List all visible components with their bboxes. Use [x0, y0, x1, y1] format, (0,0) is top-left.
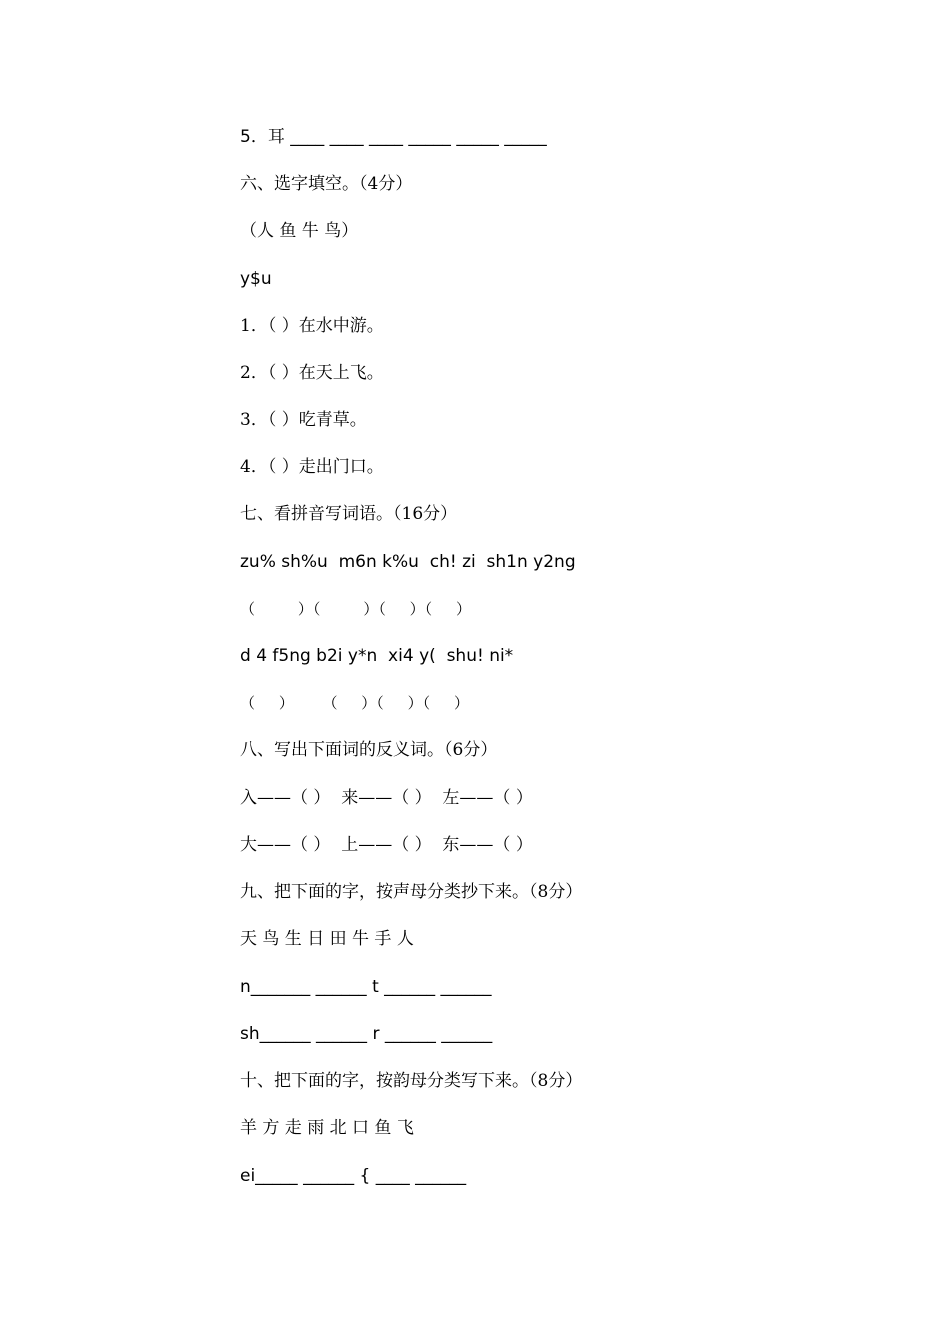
section-7-answer-row-2: （ ） （ ）（ ）（ ） — [240, 694, 469, 712]
section-10-characters: 羊 方 走 雨 北 口 鱼 飞 — [240, 1118, 414, 1138]
section-10-heading: 十、把下面的字，按韵母分类写下来。（8分） — [240, 1071, 583, 1091]
section-7-pinyin-row-1: zu% sh%u m6n k%u ch! zi sh1n y2ng — [240, 552, 576, 572]
section-7-answer-row-1: （ ）（ ）（ ）（ ） — [240, 600, 472, 618]
q5-ear-blanks: 5．耳 ____ ____ ____ _____ _____ _____ — [240, 127, 547, 147]
section-8-row-2: 大——（ ） 上——（ ） 东——（ ） — [240, 835, 533, 855]
section-6-heading: 六、选字填空。（4分） — [240, 174, 413, 194]
section-7-heading: 七、看拼音写词语。（16分） — [240, 504, 458, 524]
pinyin-you: y$u — [240, 269, 272, 289]
section-9-row-sh-r: sh______ ______ r ______ ______ — [240, 1024, 493, 1044]
section-6-item-3: 3．（ ）吃青草。 — [240, 410, 367, 430]
section-9-row-n-t: n_______ ______ t ______ ______ — [240, 977, 492, 997]
section-9-heading: 九、把下面的字，按声母分类抄下来。（8分） — [240, 882, 583, 902]
section-6-item-1: 1．（ ）在水中游。 — [240, 316, 384, 336]
section-6-choices: （人 鱼 牛 鸟） — [240, 221, 359, 241]
section-9-characters: 天 鸟 生 日 田 牛 手 人 — [240, 929, 414, 949]
section-6-item-4: 4．（ ）走出门口。 — [240, 457, 384, 477]
section-7-pinyin-row-2: d 4 f5ng b2i y*n xi4 y( shu! ni* — [240, 646, 514, 666]
section-6-item-2: 2．（ ）在天上飞。 — [240, 363, 384, 383]
section-10-row-ei: ei_____ ______ { ____ ______ — [240, 1166, 467, 1186]
section-8-row-1: 入——（ ） 来——（ ） 左——（ ） — [240, 788, 533, 808]
section-8-heading: 八、写出下面词的反义词。（6分） — [240, 740, 498, 760]
